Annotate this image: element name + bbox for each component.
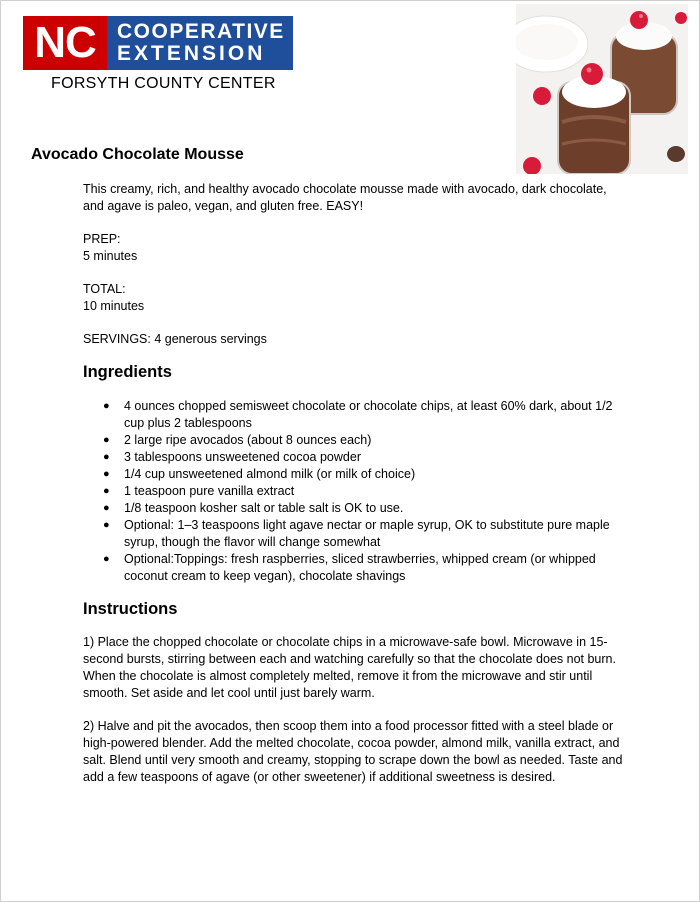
mousse-photo	[516, 4, 688, 174]
ingredient-item: ● Optional: 1–3 teaspoons light agave nectar or maple syrup, OK to substitute pure maple syrup, though the flavor will change somewhat	[83, 517, 623, 551]
ingredient-item: ● 1 teaspoon pure vanilla extract	[83, 483, 623, 500]
recipe-title: Avocado Chocolate Mousse	[31, 146, 244, 163]
county-center-label: FORSYTH COUNTY CENTER	[51, 75, 276, 92]
total-value: 10 minutes	[83, 299, 145, 313]
ingredient-item: ● 3 tablespoons unsweetened cocoa powder	[83, 449, 623, 466]
instructions-heading: Instructions	[83, 600, 178, 618]
servings: SERVINGS: 4 generous servings	[83, 332, 267, 346]
logo-line-cooperative: COOPERATIVE	[117, 20, 285, 43]
instruction-step-1: 1) Place the chopped chocolate or chocolate chips in a microwave-safe bowl. Microwave in 15-second bursts, stirring between each and watching carefully so that the chocolate does not burn. When the chocolate is almost completely melted, remove it from the microwave and stir until smooth. Set aside and let cool until just barely warm.	[83, 635, 616, 700]
mousse-photo-illustration	[516, 4, 688, 174]
ingredient-item: ● Optional:Toppings: fresh raspberries, sliced strawberries, whipped cream (or whipped coconut cream to keep vegan), chocolate shavings	[83, 551, 623, 585]
ingredient-item: ● 4 ounces chopped semisweet chocolate or chocolate chips, at least 60% dark, about 1/2 cup plus 2 tablespoons	[83, 398, 623, 432]
recipe-intro: This creamy, rich, and healthy avocado chocolate mousse made with avocado, dark chocolate, and agave is paleo, vegan, and gluten free. EASY!	[83, 182, 607, 213]
prep-label: PREP:	[83, 232, 121, 246]
logo-nc-mark: NC	[23, 16, 107, 70]
ingredient-item: ● 1/4 cup unsweetened almond milk (or milk of choice)	[83, 466, 623, 483]
prep-block	[83, 231, 623, 265]
recipe-body	[83, 181, 623, 802]
ingredient-item: ● 2 large ripe avocados (about 8 ounces each)	[83, 432, 623, 449]
logo-wordmark	[107, 16, 293, 70]
total-label: TOTAL:	[83, 282, 126, 296]
ingredients-list	[83, 398, 623, 585]
ingredients-heading: Ingredients	[83, 363, 172, 381]
total-block	[83, 281, 623, 315]
ingredient-item: ● 1/8 teaspoon kosher salt or table salt is OK to use.	[83, 500, 623, 517]
nc-cooperative-extension-logo	[23, 16, 293, 70]
logo-line-extension: EXTENSION	[117, 42, 266, 65]
prep-value: 5 minutes	[83, 249, 138, 263]
instruction-step-2: 2) Halve and pit the avocados, then scoop them into a food processor fitted with a steel blade or high-powered blender. Add the melted chocolate, cocoa powder, almond milk, vanilla extract, and salt. Blend until very smooth and creamy, stopping to scrape down the bowl as needed. Taste and add a few teaspoons of agave (or other sweetener) if additional sweetness is desired.	[83, 719, 623, 784]
